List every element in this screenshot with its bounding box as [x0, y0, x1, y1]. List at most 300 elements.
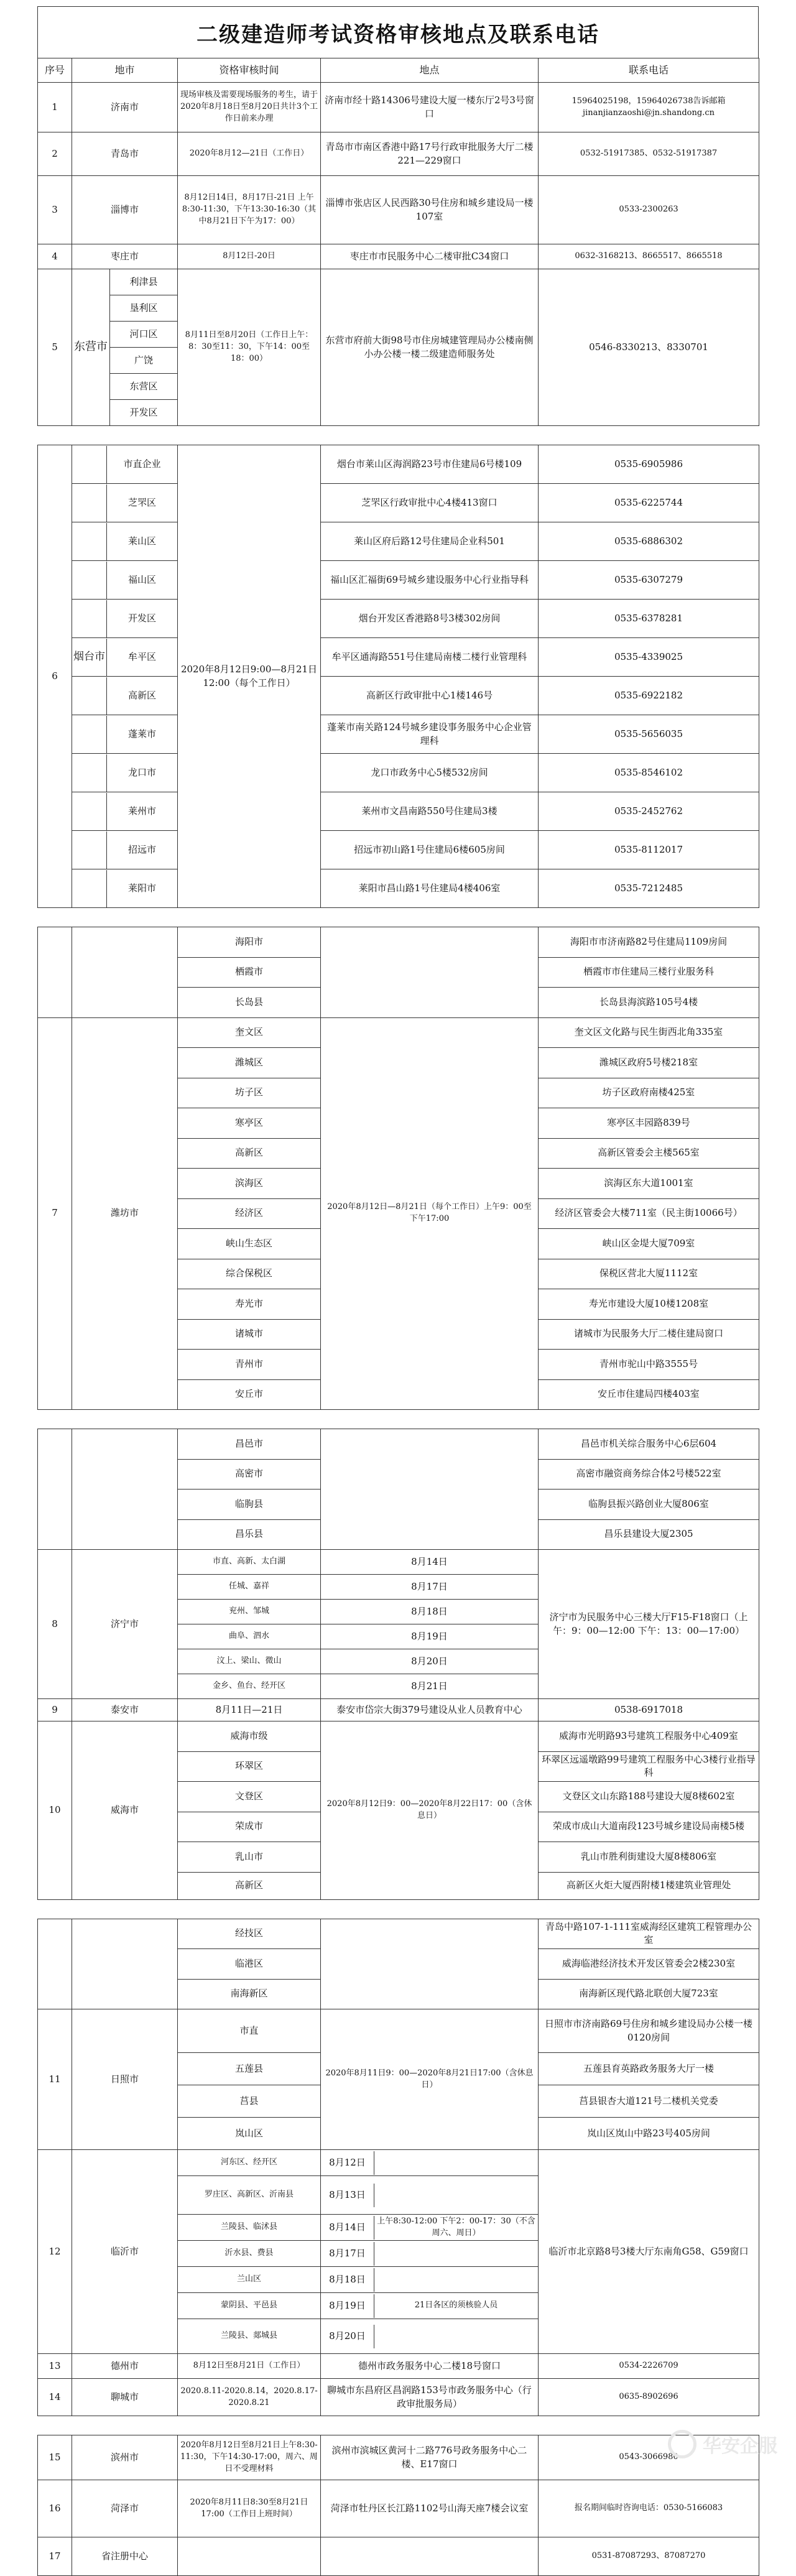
district-name: 广饶	[110, 347, 177, 373]
city-cell	[72, 445, 178, 484]
review-address: 荣成市成山大道南段123号城乡建设局南楼5楼	[539, 1812, 759, 1842]
district-name: 环翠区	[178, 1751, 321, 1782]
time-spacer	[374, 2184, 538, 2207]
city-cell	[72, 600, 178, 638]
table-segment-jining-weihai	[37, 1429, 759, 1900]
city-spacer	[72, 677, 106, 715]
district-name: 汶上、梁山、微山	[178, 1649, 321, 1674]
contact-phone: 0632-3168213、8665517、8665518	[539, 244, 759, 269]
review-time: 2020年8月12日至8月21日上午8:30-11:30，下午14:30-17:00，周六、周日不受理材料	[178, 2435, 321, 2480]
review-address: 泰安市岱宗大街379号建设从业人员教育中心	[321, 1699, 539, 1721]
row-number: 10	[38, 1721, 72, 1900]
district-name: 莱州市	[106, 793, 177, 830]
page-title: 二级建造师考试资格审核地点及联系电话	[37, 6, 759, 58]
district-list	[109, 269, 177, 425]
review-time: 8月12日-20日	[178, 244, 321, 269]
district-name: 峡山生态区	[178, 1229, 321, 1259]
time-spacer	[374, 2242, 538, 2266]
header-addr: 地点	[321, 58, 539, 83]
district-name: 市直、高新、太白湖	[178, 1550, 321, 1575]
district-name: 岚山区	[178, 2118, 321, 2150]
review-address: 日照市市济南路69号住房和城乡建设局办公楼一楼0120房间	[539, 2009, 759, 2053]
city-name: 济宁市	[72, 1550, 178, 1699]
district-name: 兖州、邹城	[178, 1600, 321, 1624]
contact-phone: 0535-6378281	[539, 600, 759, 638]
contact-phone: 0538-6917018	[539, 1699, 759, 1721]
review-address: 五莲县育英路政务服务大厅一楼	[539, 2053, 759, 2085]
contact-phone: 0535-8546102	[539, 754, 759, 792]
empty-cell	[38, 927, 72, 1018]
weihai2-body	[38, 1919, 759, 2009]
review-time-cell	[321, 2267, 539, 2293]
jining-body	[38, 1550, 759, 1699]
city-cell	[72, 754, 178, 792]
header-time: 资格审核时间	[178, 58, 321, 83]
table-row	[38, 1429, 759, 1460]
header-city: 地市	[72, 58, 178, 83]
table-row	[38, 83, 759, 132]
district-name: 南海新区	[178, 1979, 321, 2009]
city-name: 滨州市	[72, 2435, 178, 2480]
review-date: 8月18日	[321, 2268, 374, 2292]
review-address: 高新区行政审批中心1楼146号	[321, 677, 539, 715]
table-segment-last	[37, 2435, 759, 2576]
city-split	[72, 677, 177, 715]
city-split	[72, 716, 177, 753]
table-row	[38, 1017, 759, 1048]
review-address: 经济区管委会大楼711室（民主街10066号）	[539, 1198, 759, 1229]
review-address: 寒亭区丰园路839号	[539, 1108, 759, 1139]
city-name: 淄博市	[72, 176, 178, 244]
review-address: 淄博市张店区人民西路30号住房和城乡建设局一楼107室	[321, 176, 539, 244]
district-name: 寿光市	[178, 1289, 321, 1320]
review-address: 济宁市为民服务中心三楼大厅F15-F18窗口（上午：9：00—12:00 下午：13：00—17:00）	[539, 1550, 759, 1699]
district-name: 滨海区	[178, 1169, 321, 1199]
district-name: 招远市	[106, 832, 177, 869]
seg6-body	[38, 2435, 759, 2576]
weihai-body	[38, 1721, 759, 1900]
row-number: 12	[38, 2150, 72, 2354]
time-spacer	[374, 2151, 538, 2175]
table-row	[38, 792, 759, 831]
row-number: 16	[38, 2480, 72, 2537]
seg5-body	[38, 2354, 759, 2416]
city-split	[72, 446, 177, 483]
city-cell	[72, 677, 178, 715]
review-address: 青岛市市南区香港中路17号行政审批服务大厅二楼221—229窗口	[321, 132, 539, 176]
time-split	[321, 2151, 538, 2175]
review-time	[321, 1429, 539, 1550]
city-name: 德州市	[72, 2354, 178, 2379]
empty-cell	[38, 1429, 72, 1550]
city-cell	[72, 792, 178, 831]
time-split	[321, 2184, 538, 2207]
review-address: 蓬莱市南关路124号城乡建设事务服务中心企业管理科	[321, 715, 539, 754]
city-spacer	[72, 754, 106, 792]
row-number: 13	[38, 2354, 72, 2379]
review-time: 2020年8月11日8:30至8月21日17:00（工作日上班时间）	[178, 2480, 321, 2537]
review-extra: 21日各区的须核验人员	[414, 2300, 498, 2310]
review-address: 临朐县振兴路创业大厦806室	[539, 1490, 759, 1520]
empty-cell	[72, 1429, 178, 1550]
table-row	[38, 600, 759, 638]
watermark-logo-icon	[668, 2430, 696, 2458]
city-name: 省注册中心	[72, 2537, 178, 2576]
review-address: 坊子区政府南楼425室	[539, 1078, 759, 1108]
table-row	[38, 561, 759, 600]
district-name: 寒亭区	[178, 1108, 321, 1139]
district-name: 兰陵县、临沭县	[178, 2215, 321, 2241]
district-name: 海阳市	[178, 927, 321, 958]
review-hours: 上午8:30-12:00 下午2：00-17：30（不含周六、周日）	[377, 2216, 535, 2238]
table-row	[38, 132, 759, 176]
city-spacer	[72, 793, 106, 830]
city-spacer	[72, 832, 106, 869]
review-address: 文登区文山东路188号建设大厦8楼602室	[539, 1782, 759, 1812]
row-number: 7	[38, 1017, 72, 1410]
row-number: 14	[38, 2379, 72, 2416]
city-name: 聊城市	[72, 2379, 178, 2416]
review-address: 保税区营北大厦1112室	[539, 1259, 759, 1289]
contact-phone: 0535-6905986	[539, 445, 759, 484]
city-cell	[72, 638, 178, 677]
table-row	[38, 522, 759, 561]
contact-phone: 报名期间临时咨询电话：0530-5166083	[539, 2480, 759, 2537]
review-address: 环翠区远遥墩路99号建筑工程服务中心3楼行业指导科	[539, 1751, 759, 1782]
time-split	[321, 2268, 538, 2292]
district-name: 市直企业	[106, 446, 177, 483]
document-page	[37, 6, 759, 2576]
district-name: 莒县	[178, 2085, 321, 2118]
review-address: 岚山区岚山中路23号405房间	[539, 2118, 759, 2150]
table-row	[38, 1699, 759, 1721]
review-address: 安丘市住建局四楼403室	[539, 1379, 759, 1410]
city-spacer	[72, 523, 106, 560]
district-name: 五莲县	[178, 2053, 321, 2085]
city-split	[72, 832, 177, 869]
contact-phone: 0535-5656035	[539, 715, 759, 754]
row-number: 3	[38, 176, 72, 244]
contact-phone: 0535-6307279	[539, 561, 759, 600]
table-row	[38, 484, 759, 522]
district-name: 利津县	[129, 276, 158, 287]
review-address: 南海新区现代路北联创大厦723室	[539, 1979, 759, 2009]
district-name: 诸城市	[178, 1319, 321, 1350]
table-row	[38, 927, 759, 958]
district-name: 兰山区	[178, 2267, 321, 2293]
table-row	[38, 2379, 759, 2416]
city-cell	[72, 869, 178, 908]
row-number: 11	[38, 2009, 72, 2150]
district-name: 金乡、鱼台、经开区	[178, 1674, 321, 1699]
time-split	[321, 2325, 538, 2348]
district-name: 临朐县	[178, 1490, 321, 1520]
review-time: 8月17日	[321, 1575, 539, 1600]
seg1-body	[38, 83, 759, 269]
review-address: 奎文区文化路与民生街西北角335室	[539, 1017, 759, 1048]
time-split	[321, 2294, 538, 2318]
city-spacer	[72, 446, 106, 483]
city-split	[72, 793, 177, 830]
city-name: 菏泽市	[72, 2480, 178, 2537]
city-split	[72, 639, 177, 676]
district-name: 青州市	[178, 1350, 321, 1380]
district-name: 栖霞市	[178, 957, 321, 988]
district-name: 昌乐县	[178, 1519, 321, 1550]
district-name: 长岛县	[178, 988, 321, 1018]
city-cell	[72, 484, 178, 522]
city-split	[72, 870, 177, 907]
review-time-cell	[321, 2319, 539, 2354]
review-address: 福山区汇福街69号城乡建设服务中心行业指导科	[321, 561, 539, 600]
table-row	[38, 638, 759, 677]
rizhao-body	[38, 2009, 759, 2150]
table-row	[38, 677, 759, 715]
review-time: 2020年8月12日9：00—2020年8月22日17：00（含休息日）	[321, 1721, 539, 1900]
district-name: 龙口市	[106, 754, 177, 792]
yantai-body	[38, 445, 759, 908]
review-address: 峡山区金堤大厦709室	[539, 1229, 759, 1259]
review-address: 烟台开发区香港路8号3楼302房间	[321, 600, 539, 638]
review-address: 栖霞市市住建局三楼行业服务科	[539, 957, 759, 988]
table-row	[38, 1550, 759, 1575]
table-row	[38, 2480, 759, 2537]
district-name: 安丘市	[178, 1379, 321, 1410]
table-row	[38, 244, 759, 269]
table-row	[38, 2150, 759, 2176]
district-name: 牟平区	[106, 639, 177, 676]
district-name: 经技区	[178, 1919, 321, 1949]
row-number: 5	[38, 269, 72, 426]
district-name: 芝罘区	[106, 484, 177, 522]
review-date: 8月13日	[321, 2184, 374, 2207]
review-address: 菏泽市牡丹区长江路1102号山海天座7楼会议室	[321, 2480, 539, 2537]
district-name: 市直	[178, 2009, 321, 2053]
table-segment-yantai	[37, 445, 759, 908]
city-name: 东营市	[74, 340, 108, 354]
review-address: 东营市府前大街98号市住房城建管理局办公楼南侧小办公楼一楼二级建造师服务处	[321, 269, 539, 426]
contact-phone: 0635-8902696	[539, 2379, 759, 2416]
contact-phone: 0535-6922182	[539, 677, 759, 715]
review-address: 寿光市建设大厦10楼1208室	[539, 1289, 759, 1320]
review-time: 8月11日至8月20日（工作日上午：8：30至11：30，下午14：00至18：00）	[178, 269, 321, 426]
district-name: 奎文区	[178, 1017, 321, 1048]
time-spacer	[374, 2325, 538, 2348]
header-no: 序号	[38, 58, 72, 83]
review-time	[321, 1919, 539, 2009]
review-time: 8月14日	[321, 1550, 539, 1575]
review-address: 滨州市滨城区黄河十二路776号政务服务中心二楼、E17窗口	[321, 2435, 539, 2480]
review-address: 枣庄市市民服务中心二楼审批C34窗口	[321, 244, 539, 269]
district-name: 罗庄区、高新区、沂南县	[178, 2176, 321, 2215]
district-name: 开发区	[110, 399, 177, 425]
review-address: 滨海区东大道1001室	[539, 1169, 759, 1199]
review-time: 2020.8.11-2020.8.14，2020.8.17-2020.8.21	[178, 2379, 321, 2416]
review-time: 8月12日至8月21日（工作日）	[178, 2354, 321, 2379]
review-time-cell	[321, 2150, 539, 2176]
contact-phone: 0535-4339025	[539, 638, 759, 677]
row-number: 9	[38, 1699, 72, 1721]
city-split	[72, 484, 177, 522]
review-time	[178, 2537, 321, 2576]
review-date: 8月14日	[321, 2216, 374, 2240]
review-date: 8月20日	[321, 2325, 374, 2348]
table-row	[38, 2354, 759, 2379]
city-name: 泰安市	[72, 1699, 178, 1721]
district-name: 河东区、经开区	[178, 2150, 321, 2176]
district-name: 文登区	[178, 1782, 321, 1812]
table-row	[38, 176, 759, 244]
table-row	[38, 2537, 759, 2576]
review-address: 昌邑市机关综合服务中心6层604	[539, 1429, 759, 1460]
empty-cell	[72, 1919, 178, 2009]
review-address: 高新区火炬大厦西附楼1楼建筑业管理处	[539, 1872, 759, 1899]
row-number: 1	[38, 83, 72, 132]
review-time: 8月21日	[321, 1674, 539, 1699]
table-row	[38, 269, 759, 295]
city-name: 烟台市	[73, 651, 105, 664]
table-row	[38, 715, 759, 754]
contact-phone: 0533-2300263	[539, 176, 759, 244]
review-address: 莒县银杏大道121号二楼机关党委	[539, 2085, 759, 2118]
row-number: 17	[38, 2537, 72, 2576]
review-address: 牟平区通海路551号住建局南楼二楼行业管理科	[321, 638, 539, 677]
review-time-cell	[321, 2215, 539, 2241]
time-split	[321, 2242, 538, 2266]
district-name: 威海市级	[178, 1721, 321, 1752]
watermark	[668, 2430, 777, 2458]
review-date: 8月17日	[321, 2242, 374, 2266]
city-spacer	[72, 484, 106, 522]
district-name: 沂水县、费县	[178, 2241, 321, 2267]
header-row	[38, 58, 759, 83]
review-date: 8月19日	[321, 2294, 374, 2318]
contact-phone: 0535-8112017	[539, 831, 759, 869]
review-address: 乳山市胜利街建设大厦8楼806室	[539, 1842, 759, 1873]
review-address: 招远市初山路1号住建局6楼605房间	[321, 831, 539, 869]
city-name: 威海市	[72, 1721, 178, 1900]
table-row	[38, 2435, 759, 2480]
row-number: 2	[38, 132, 72, 176]
district-name: 福山区	[106, 562, 177, 599]
review-time: 8月12日14日，8月17日-21日 上午8:30-11:30，下午13:30-16:30（其中8月21日下午为17：00）	[178, 176, 321, 244]
review-address: 龙口市政务中心5楼532房间	[321, 754, 539, 792]
district-name: 高新区	[106, 677, 177, 715]
table-segment-weifang	[37, 927, 759, 1410]
city-spacer	[72, 716, 106, 753]
table-row	[38, 1721, 759, 1752]
review-address: 莱山区府后路12号住建局企业科501	[321, 522, 539, 561]
watermark-text: 华安企服	[703, 2435, 777, 2457]
review-address: 芝罘区行政审批中心4楼413窗口	[321, 484, 539, 522]
empty-cell	[38, 1919, 72, 2009]
table-row	[38, 445, 759, 484]
district-name: 昌邑市	[178, 1429, 321, 1460]
weifang-body	[38, 1017, 759, 1410]
contact-phone: 0535-6886302	[539, 522, 759, 561]
city-name: 济南市	[72, 83, 178, 132]
review-time-cell	[321, 2176, 539, 2215]
review-address: 潍城区政府5号楼218室	[539, 1048, 759, 1078]
table-row	[38, 869, 759, 908]
district-name: 荣成市	[178, 1812, 321, 1842]
contact-phone: 15964025198，15964026738告诉邮箱jinanjianzaoshi@jn.shandong.cn	[539, 83, 759, 132]
review-time	[321, 927, 539, 1018]
table-segment-rizhao-linyi	[37, 1919, 759, 2417]
review-time: 现场审核及需要现场服务的考生，请于2020年8月18日至8月20日共计3个工作日前来办理	[178, 83, 321, 132]
district-name: 高新区	[178, 1138, 321, 1169]
district-name: 莱阳市	[106, 870, 177, 907]
review-time: 2020年8月12日9:00—8月21日12:00（每个工作日）	[178, 445, 321, 908]
review-time: 8月18日	[321, 1600, 539, 1624]
review-address: 威海市光明路93号建筑工程服务中心409室	[539, 1721, 759, 1752]
district-name: 乳山市	[178, 1842, 321, 1873]
city-cell-wrap	[72, 269, 177, 425]
review-address: 聊城市东昌府区昌润路153号市政务服务中心（行政审批服务局）	[321, 2379, 539, 2416]
contact-phone: 0532-51917385、0532-51917387	[539, 132, 759, 176]
city-cell	[72, 561, 178, 600]
city-cell	[72, 269, 178, 426]
city-name: 潍坊市	[72, 1017, 178, 1410]
review-address: 昌乐县建设大厦2305	[539, 1519, 759, 1550]
district-name: 东营区	[110, 373, 177, 399]
district-name: 综合保税区	[178, 1259, 321, 1289]
row-number: 15	[38, 2435, 72, 2480]
city-name: 枣庄市	[72, 244, 178, 269]
table-row	[38, 754, 759, 792]
review-address: 高密市融资商务综合体2号楼522室	[539, 1459, 759, 1490]
city-split	[72, 523, 177, 560]
city-spacer	[72, 562, 106, 599]
city-spacer	[72, 870, 106, 907]
city-name: 日照市	[72, 2009, 178, 2150]
table-row	[38, 1919, 759, 1949]
city-spacer	[72, 600, 106, 637]
city-name: 青岛市	[72, 132, 178, 176]
city-split	[72, 562, 177, 599]
review-address: 莱州市文昌南路550号住建局3楼	[321, 792, 539, 831]
contact-phone: 0535-7212485	[539, 869, 759, 908]
district-name: 曲阜、泗水	[178, 1624, 321, 1649]
taian-body	[38, 1699, 759, 1721]
city-cell	[72, 522, 178, 561]
district-name: 高密市	[178, 1459, 321, 1490]
city-cell	[72, 831, 178, 869]
review-address: 高新区管委会主楼565室	[539, 1138, 759, 1169]
weifang2-body	[38, 1429, 759, 1550]
review-date: 8月12日	[321, 2151, 374, 2175]
linyi-body	[38, 2150, 759, 2354]
review-address: 临沂市北京路8号3楼大厅东南角G58、G59窗口	[539, 2150, 759, 2354]
review-address: 德州市政务服务中心二楼18号窗口	[321, 2354, 539, 2379]
district-name: 任城、嘉祥	[178, 1575, 321, 1600]
contact-phone: 0535-2452762	[539, 792, 759, 831]
district-name: 坊子区	[178, 1078, 321, 1108]
review-time-cell	[321, 2241, 539, 2267]
contact-phone: 0543-3066980	[539, 2435, 759, 2480]
district-name: 经济区	[178, 1198, 321, 1229]
yantai2-body	[38, 927, 759, 1018]
review-address: 青岛中路107-1-111室威海经区建筑工程管理办公室	[539, 1919, 759, 1949]
contact-phone: 0531-87087293、87087270	[539, 2537, 759, 2576]
contact-phone: 0534-2226709	[539, 2354, 759, 2379]
review-time: 8月11日—21日	[178, 1699, 321, 1721]
district-name: 潍城区	[178, 1048, 321, 1078]
contact-phone: 0546-8330213、8330701	[539, 269, 759, 426]
district-name: 开发区	[106, 600, 177, 637]
review-address: 海阳市市济南路82号住建局1109房间	[539, 927, 759, 958]
time-split	[321, 2216, 538, 2240]
